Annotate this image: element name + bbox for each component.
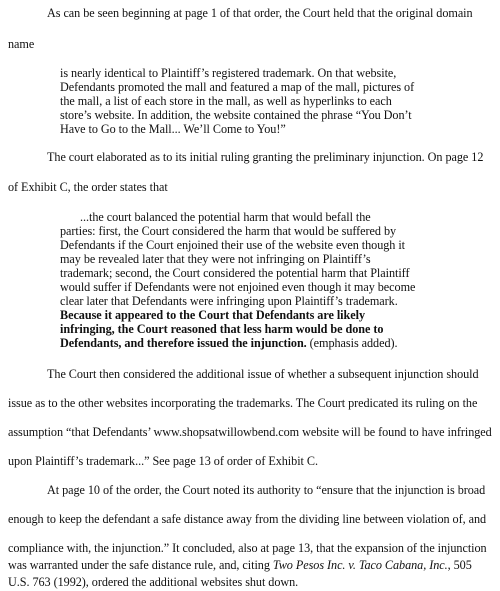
quote-2-emphasis-line-2: infringing, the Court reasoned that less harm would be done to — [60, 322, 384, 336]
quote-2-line-1: ...the court balanced the potential harm that would befall the — [80, 210, 371, 224]
quote-1-line-4: store’s website. In addition, the website contained the phrase “You Don’t — [60, 108, 412, 122]
quote-2-line-6: would suffer if Defendants were not enjoined even though it may become — [60, 280, 416, 294]
quote-1-line-5: Have to Go to the Mall... We’ll Come to You!” — [60, 122, 286, 136]
paragraph-4-line-1: At page 10 of the order, the Court noted its authority to “ensure that the injunction is broad — [47, 483, 486, 497]
quote-1-line-3: the mall, a list of each store in the mall, as well as hyperlinks to each — [60, 94, 392, 108]
paragraph-2-line-2: of Exhibit C, the order states that — [8, 180, 168, 194]
paragraph-4-line-5: U.S. 763 (1992), ordered the additional websites shut down. — [8, 575, 299, 589]
quote-2-line-2: parties: first, the Court considered the harm that would be suffered by — [60, 224, 397, 238]
paragraph-3-line-1: The Court then considered the additional issue of whether a subsequent injunction should — [47, 367, 479, 381]
paragraph-2-line-1: The court elaborated as to its initial ruling granting the preliminary injunction. On page 12 — [47, 150, 484, 164]
paragraph-4-line-4 — [8, 558, 472, 572]
quote-2-line-5: trademark; second, the Court considered the potential harm that Plaintiff — [60, 266, 410, 280]
paragraph-3-line-3: assumption “that Defendants’ www.shopsatwillowbend.com website will be found to have infringed — [8, 425, 492, 439]
paragraph-4-line-4-text: was warranted under the safe distance rule, and, citing — [8, 558, 273, 572]
paragraph-3-line-4: upon Plaintiff’s trademark...” See page 13 of order of Exhibit C. — [8, 454, 318, 468]
quote-2-emphasis-line-3: Defendants, and therefore issued the injunction. — [60, 336, 307, 350]
quote-2-line-7: clear later that Defendants were infringing upon Plaintiff’s trademark. — [60, 294, 398, 308]
quote-1-line-1: is nearly identical to Plaintiff’s registered trademark. On that website, — [60, 66, 397, 80]
paragraph-1-line-2: name — [8, 37, 35, 51]
paragraph-3-line-2: issue as to the other websites incorporating the trademarks. The Court predicated its ruling on the — [8, 396, 478, 410]
quote-1-line-2: Defendants promoted the mall and featured a map of the mall, pictures of — [60, 80, 415, 94]
quote-2-emphasis-line-1: Because it appeared to the Court that Defendants are likely — [60, 308, 365, 322]
case-citation: Two Pesos Inc. v. Taco Cabana, Inc. — [272, 558, 448, 572]
citation-volume: , 505 — [447, 558, 472, 572]
quote-2-line-10 — [60, 336, 398, 350]
paragraph-4-line-2: enough to keep the defendant a safe distance away from the dividing line between violation of, and — [8, 512, 487, 526]
paragraph-4-line-3: compliance with, the injunction.” It concluded, also at page 13, that the expansion of the injunction — [8, 541, 487, 555]
paragraph-1-line-1: As can be seen beginning at page 1 of that order, the Court held that the original domain — [47, 6, 473, 20]
quote-2-line-3: Defendants if the Court enjoined their use of the website even though it — [60, 238, 406, 252]
quote-2-line-4: may be revealed later that they were not infringing on Plaintiff’s — [60, 252, 371, 266]
emphasis-note: (emphasis added). — [306, 336, 398, 350]
